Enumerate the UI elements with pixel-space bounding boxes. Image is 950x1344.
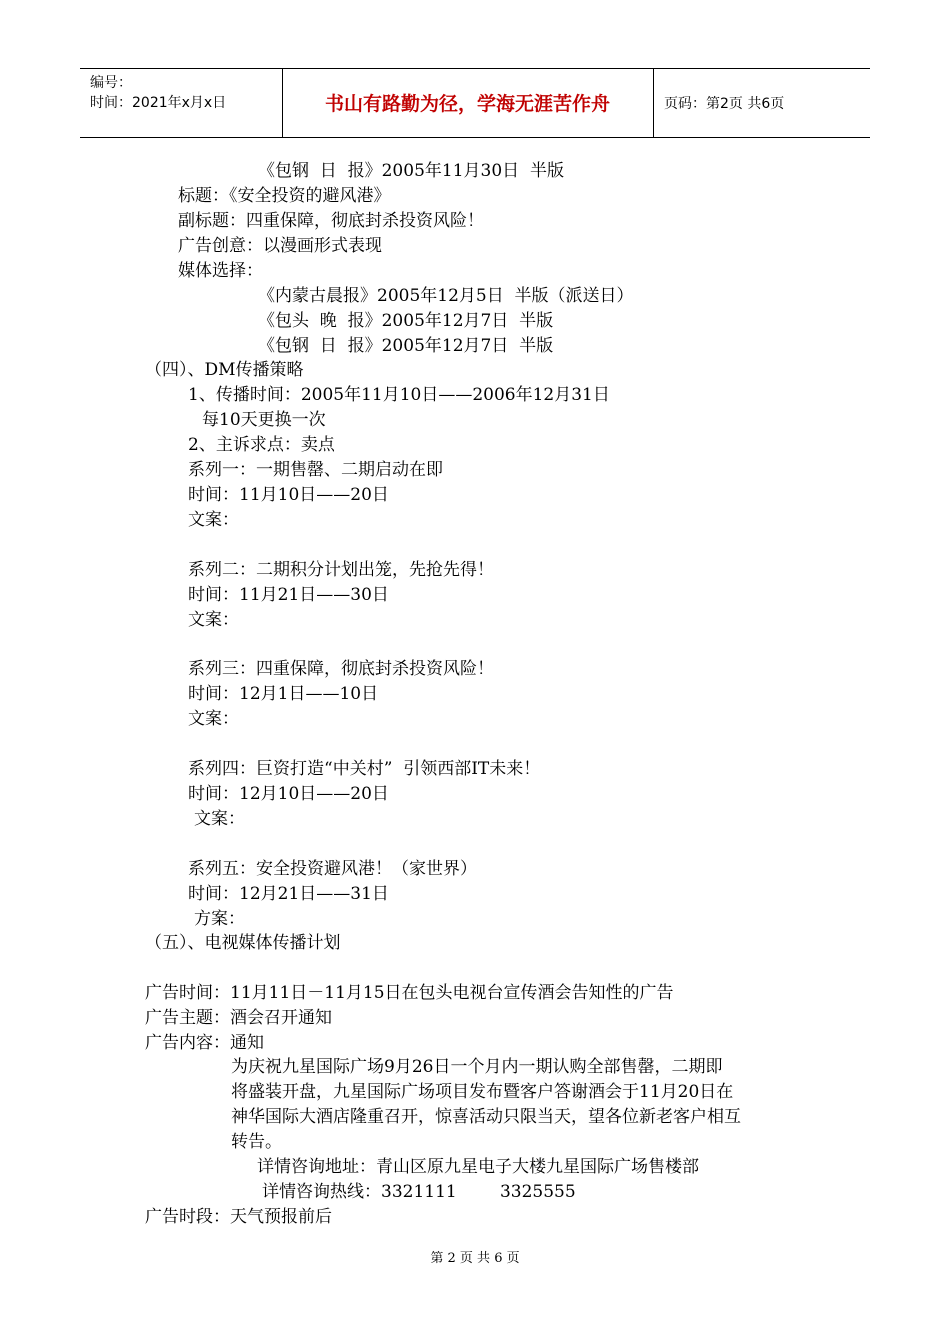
text-line: 《包钢 日 报》2005年12月7日 半版 — [258, 336, 554, 356]
text-line: 广告创意：以漫画形式表现 — [178, 236, 382, 256]
header-motto: 书山有路勤为径，学海无涯苦作舟 — [324, 93, 610, 115]
page-header — [80, 68, 870, 138]
document-time: 时间：2021年x月x日 — [90, 95, 227, 111]
text-line: 神华国际大酒店隆重召开，惊喜活动只限当天，望各位新老客户相互 — [231, 1107, 741, 1127]
text-line: 系列四：巨资打造“中关村” 引领西部IT未来！ — [188, 759, 541, 779]
section-heading: （五）、电视媒体传播计划 — [145, 933, 341, 953]
text-line: 广告时间：11月11日－11月15日在包头电视台宣传酒会告知性的广告 — [145, 983, 674, 1003]
text-line: 广告主题：酒会召开通知 — [145, 1008, 332, 1028]
text-line: 《包头 晚 报》2005年12月7日 半版 — [258, 311, 554, 331]
text-line: 副标题：四重保障，彻底封杀投资风险！ — [178, 211, 484, 231]
text-line: 转告。 — [231, 1132, 282, 1152]
page-footer: 第 2 页 共 6 页 — [430, 1251, 520, 1266]
text-line: 将盛装开盘，九星国际广场项目发布暨客户答谢酒会于11月20日在 — [231, 1082, 734, 1102]
text-line: 详情咨询地址：青山区原九星电子大楼九星国际广场售楼部 — [257, 1157, 699, 1177]
text-line: 《包钢 日 报》2005年11月30日 半版 — [258, 161, 564, 181]
text-line: 系列一：一期售罄、二期启动在即 — [188, 460, 443, 480]
text-line: 2、主诉求点：卖点 — [188, 435, 335, 455]
text-line: 文案： — [188, 610, 239, 630]
header-page-number: 页码：第2页 共6页 — [664, 96, 785, 112]
text-line: 时间：11月10日——20日 — [188, 485, 389, 505]
text-line: 广告内容：通知 — [145, 1033, 264, 1053]
text-line: 系列五：安全投资避风港！（家世界） — [188, 859, 477, 879]
text-line: 系列二：二期积分计划出笼，先抢先得！ — [188, 560, 494, 580]
text-line: 1、传播时间：2005年11月10日——2006年12月31日 — [188, 385, 610, 405]
document-number: 编号： — [90, 75, 132, 91]
header-meta — [90, 73, 226, 113]
text-line: 时间：12月21日——31日 — [188, 884, 389, 904]
text-line: 媒体选择： — [178, 261, 263, 281]
text-line: 为庆祝九星国际广场9月26日一个月内一期认购全部售罄，二期即 — [231, 1057, 723, 1077]
text-line: 标题：《安全投资的避风港》 — [178, 186, 391, 206]
text-line: 文案： — [188, 709, 239, 729]
text-line: 时间：12月1日——10日 — [188, 684, 379, 704]
text-line: 方案： — [194, 909, 245, 929]
text-line: 《内蒙古晨报》2005年12月5日 半版（派送日） — [258, 286, 634, 306]
text-line: 时间：11月21日——30日 — [188, 585, 389, 605]
text-line: 系列三：四重保障，彻底封杀投资风险！ — [188, 659, 494, 679]
text-line: 每10天更换一次 — [202, 410, 326, 430]
section-heading: （四）、DM传播策略 — [145, 360, 304, 380]
text-line: 文案： — [188, 510, 239, 530]
text-line: 详情咨询热线：3321111 3325555 — [262, 1182, 576, 1202]
text-line: 广告时段：天气预报前后 — [145, 1207, 332, 1227]
text-line: 时间：12月10日——20日 — [188, 784, 389, 804]
text-line: 文案： — [194, 809, 245, 829]
header-divider — [653, 69, 654, 137]
